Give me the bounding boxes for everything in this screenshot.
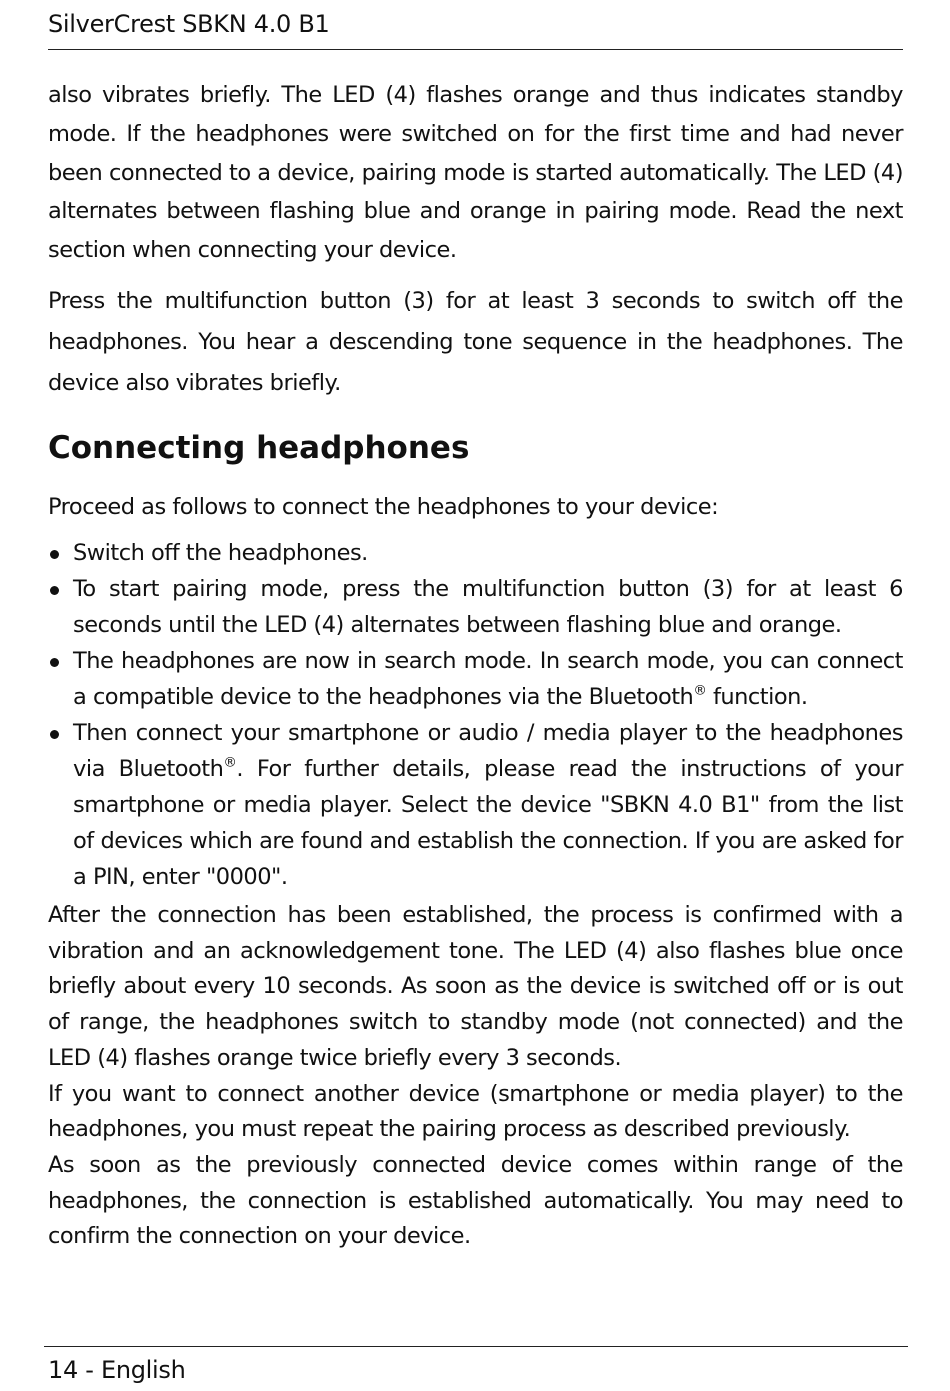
page-footer: 14 - English xyxy=(48,1356,186,1384)
list-item-text: Switch off the headphones. xyxy=(73,539,368,566)
paragraph-connected: After the connection has been established, the process is confirmed with a vibration and an acknowledgement tone. The LED (4) also flashes blue once briefly about every 10 seconds. As soon as the device is switched off or is out of range, the headphones switch to standby mode (not connected) and the LED (4) flashes orange twice briefly every 3 seconds. xyxy=(48,901,903,1071)
page-body xyxy=(48,76,903,1255)
header-divider xyxy=(48,49,903,50)
list-item xyxy=(48,535,903,571)
bullet-icon xyxy=(50,550,59,559)
footer-divider xyxy=(44,1346,908,1347)
page-header-title: SilverCrest SBKN 4.0 B1 xyxy=(48,10,330,38)
paragraph-another-device: If you want to connect another device (smartphone or media player) to the headphones, you must repeat the pairing process as described previously. xyxy=(48,1080,903,1143)
paragraph-auto-reconnect: As soon as the previously connected device comes within range of the headphones, the connection is established automatically. You may need to confirm the connection on your device. xyxy=(48,1151,903,1250)
list-item-text: . For further details, please read the instructions of your smartphone or media player. Select the device "SBKN 4.0 B1" from the list of devices which are found and establish the connection. If you are asked for a PIN, enter "0000". xyxy=(73,755,903,890)
bullet-icon xyxy=(50,658,59,667)
list-item-text: The headphones are now in search mode. In search mode, you can connect a compatible device to the headphones via the Bluetooth xyxy=(73,647,903,710)
section-heading: Connecting headphones xyxy=(48,429,470,466)
paragraph-switch-off: Press the multifunction button (3) for at least 3 seconds to switch off the headphones. You hear a descending tone sequence in the headphones. The device also vibrates briefly. xyxy=(48,287,903,396)
steps-list xyxy=(48,535,903,895)
closing-paragraphs xyxy=(48,898,903,1255)
list-item xyxy=(48,715,903,895)
registered-mark: ® xyxy=(693,682,707,699)
list-item-text: function. xyxy=(706,683,808,710)
list-item xyxy=(48,643,903,715)
bullet-icon xyxy=(50,586,59,595)
list-item xyxy=(48,571,903,643)
bullet-icon xyxy=(50,730,59,739)
paragraph-standby: also vibrates briefly. The LED (4) flashes orange and thus indicates standby mode. If the headphones were switched on for the first time and had never been connected to a device, pairing mode is started automatically. The LED (4) alternates between flashing blue and orange in pairing mode. Read the next section when connecting your device. xyxy=(48,82,903,264)
list-item-text: Then connect your smartphone or audio / media player to the headphones via Bluetooth xyxy=(73,719,903,782)
list-item-text: To start pairing mode, press the multifunction button (3) for at least 6 seconds until the LED (4) alternates between flashing blue and orange. xyxy=(73,575,903,638)
section-intro: Proceed as follows to connect the headphones to your device: xyxy=(48,493,719,520)
registered-mark: ® xyxy=(223,754,237,771)
